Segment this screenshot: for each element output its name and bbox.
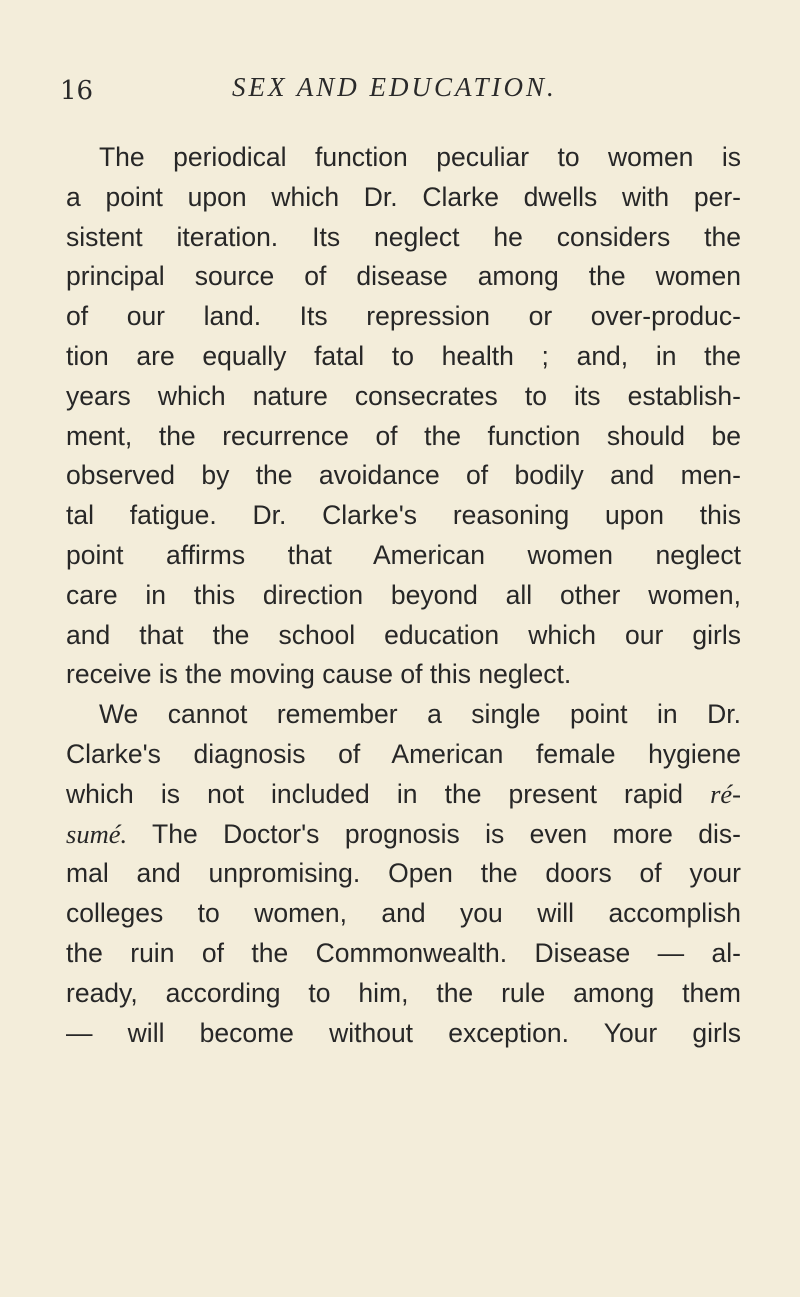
italic-word: sumé.: [66, 818, 128, 849]
text-line: tal fatigue. Dr. Clarke's reasoning upon this: [66, 500, 741, 531]
text-line: sistent iteration. Its neglect he considers the: [66, 221, 741, 252]
page-number: 16: [60, 76, 94, 106]
text-line: tion are equally fatal to health ; and, in the: [66, 340, 741, 371]
text-fragment: The Doctor's prognosis is even more dis-: [152, 818, 741, 849]
text-line: observed by the avoidance of bodily and men-: [66, 460, 741, 491]
text-line: — will become without exception. Your girls: [66, 1017, 741, 1048]
text-line: of our land. Its repression or over-produc-: [66, 301, 741, 332]
text-fragment: which is not included in the present rapid: [66, 778, 683, 809]
text-line: colleges to women, and you will accomplish: [66, 898, 741, 929]
text-line: We cannot remember a single point in Dr.: [99, 699, 741, 730]
italic-word: ré-: [710, 778, 741, 809]
page-header: [60, 70, 760, 110]
text-line: care in this direction beyond all other women,: [66, 579, 741, 610]
text-line: the ruin of the Commonwealth. Disease — al-: [66, 937, 741, 968]
text-line: years which nature consecrates to its establish-: [66, 380, 741, 411]
running-head: SEX AND EDUCATION.: [232, 72, 557, 102]
text-line: a point upon which Dr. Clarke dwells with per-: [66, 181, 741, 212]
text-line: Clarke's diagnosis of American female hygiene: [66, 738, 741, 769]
text-line-with-italic: [66, 775, 741, 815]
text-line: The periodical function peculiar to women is: [99, 142, 741, 172]
text-line: ready, according to him, the rule among them: [66, 977, 741, 1008]
body-text: [66, 138, 741, 1053]
text-line: point affirms that American women neglect: [66, 539, 741, 570]
text-line: principal source of disease among the women: [66, 261, 741, 292]
text-line-with-italic: [66, 815, 741, 855]
text-line: receive is the moving cause of this neglect.: [66, 659, 572, 690]
text-line: and that the school education which our girls: [66, 619, 741, 650]
text-line: mal and unpromising. Open the doors of your: [66, 858, 741, 889]
text-line: ment, the recurrence of the function should be: [66, 420, 741, 451]
